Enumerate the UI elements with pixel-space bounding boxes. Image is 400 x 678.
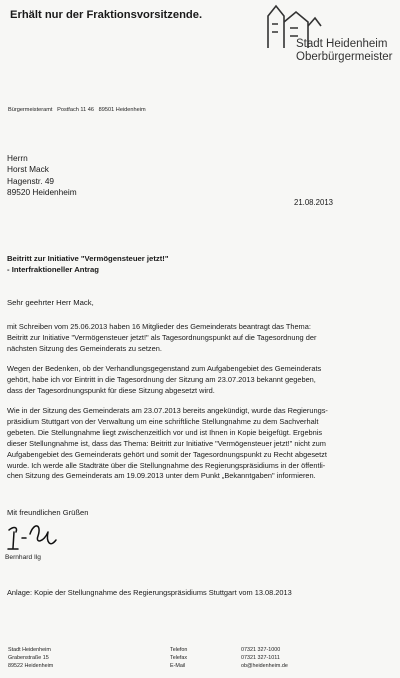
salutation: Sehr geehrter Herr Mack,	[7, 298, 94, 307]
footer-label: Telefon	[170, 647, 188, 653]
text-line: präsidium Stuttgart von der Verwaltung um eine schriftliche Stellungnahme zu dem Sachverhalt	[7, 416, 319, 426]
footer-contact-values	[241, 646, 288, 671]
handwritten-signature-icon	[4, 518, 64, 552]
text-line: gehört, habe ich vor Eintritt in die Tagesordnung der Sitzung am 23.07.2013 bekannt gegeben,	[7, 374, 316, 384]
footer-line: 89522 Heidenheim	[8, 663, 54, 670]
footer-line: Grabenstraße 15	[8, 655, 49, 662]
paragraph-2	[7, 364, 395, 397]
text-line: dieser Stellungnahme ist, dass das Thema: Beitritt zur Initiative "Vermögensteuer jetzt!" nicht zum	[7, 438, 326, 448]
text-line: Wegen der Bedenken, ob der Verhandlungsgegenstand zum Aufgabengebiet des Gemeinderats	[7, 364, 322, 373]
closing: Mit freundlichen Grüßen	[7, 508, 89, 517]
footer-line: Stadt Heidenheim	[8, 647, 51, 653]
sender-line: Bürgermeisteramt Postfach 11 46 89501 Heidenheim	[8, 107, 146, 113]
recipient-line: Hagenstr. 49	[7, 175, 55, 186]
letterhead-office: Oberbürgermeister	[296, 50, 393, 63]
letterhead-city: Stadt Heidenheim	[296, 38, 388, 50]
paragraph-1	[7, 322, 395, 355]
subject	[7, 253, 169, 275]
footer-contact-labels	[170, 646, 187, 671]
text-line: Aufgabengebiet des Gemeinderats gehört und somit der Tagesordnungspunkt zu Recht abgesetzt	[7, 449, 327, 459]
text-line: dass der Tagesordnungspunkt für diese Sitzung abgesetzt wird.	[7, 385, 215, 395]
text-line: wurde. Ich werde alle Stadträte über die Stellungnahme des Regierungspräsidiums in der öffentli-	[7, 460, 326, 470]
text-line: mit Schreiben vom 25.06.2013 haben 16 Mitglieder des Gemeinderats beantragt das Thema:	[7, 322, 311, 331]
footer-value: 07321 327-1011	[241, 655, 280, 662]
enclosure: Anlage: Kopie der Stellungnahme des Regierungspräsidiums Stuttgart vom 13.08.2013	[7, 588, 292, 597]
subject-line: Beitritt zur Initiative "Vermögensteuer jetzt!"	[7, 254, 169, 263]
footer-label: E-Mail	[170, 663, 186, 670]
text-line: gebeten. Die Stellungnahme liegt zwischenzeitlich vor und ist Ihnen in Kopie beigefügt. Ergebnis	[7, 427, 323, 437]
footer-email-link[interactable]: ob@heidenheim.de	[241, 663, 288, 670]
recipient-line: Herrn	[7, 153, 28, 163]
footer-value: 07321 327-1000	[241, 647, 281, 653]
text-line: Wie in der Sitzung des Gemeinderats am 23.07.2013 bereits angekündigt, wurde das Regierungs-	[7, 406, 328, 415]
footer-label: Telefax	[170, 655, 188, 662]
recipient-address	[7, 153, 77, 198]
text-line: Beitritt zur Initiative "Vermögensteuer jetzt!" als Tagesordnungspunkt auf die Tagesordnung der	[7, 332, 317, 342]
paragraph-3	[7, 406, 395, 482]
text-line: chen Sitzung des Gemeinderats am 19.09.2013 unter dem Punkt „Bekanntgaben" informieren.	[7, 471, 316, 481]
signatory-name: Bernhard Ilg	[5, 554, 41, 561]
handwritten-note: Erhält nur der Fraktionsvorsitzende.	[10, 9, 203, 21]
letterhead	[296, 38, 393, 63]
recipient-line: Horst Mack	[7, 164, 49, 175]
footer-address	[8, 646, 53, 671]
subject-line: - Interfraktioneller Antrag	[7, 265, 99, 275]
text-line: nächsten Sitzung des Gemeinderats zu setzen.	[7, 343, 162, 353]
recipient-line: 89520 Heidenheim	[7, 186, 77, 197]
letter-date: 21.08.2013	[294, 198, 334, 207]
